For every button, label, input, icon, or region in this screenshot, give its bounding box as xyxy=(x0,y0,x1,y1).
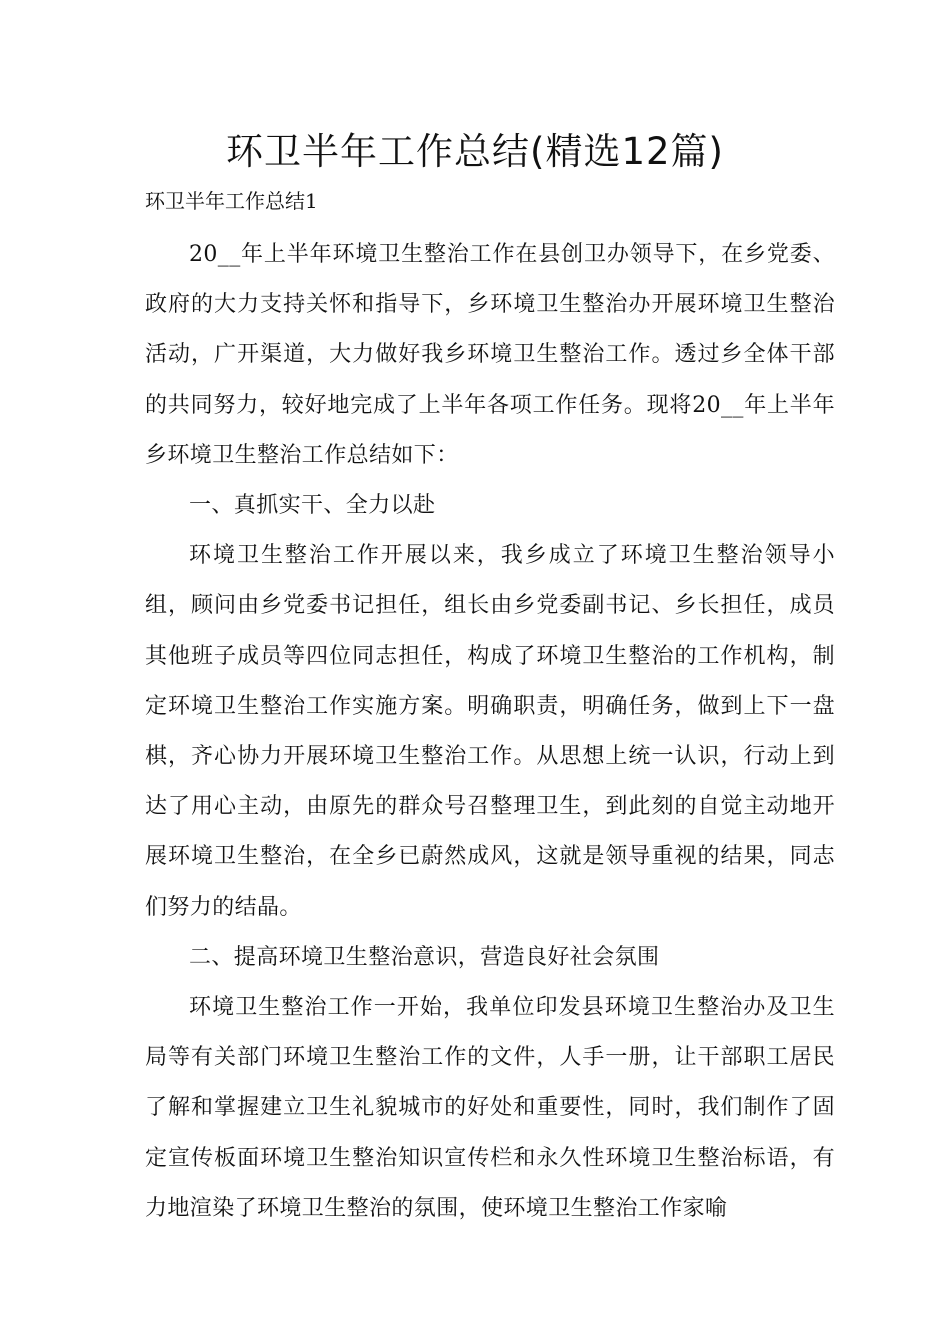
paragraph-section-1: 环境卫生整治工作开展以来，我乡成立了环境卫生整治领导小组，顾问由乡党委书记担任，组长由乡党委副书记、乡长担任，成员其他班子成员等四位同志担任，构成了环境卫生整治的工作机构，制定环境卫生整治工作实施方案。明确职责，明确任务，做到上下一盘棋，齐心协力开展环境卫生整治工作。从思想上统一认识，行动上到达了用心主动，由原先的群众号召整理卫生，到此刻的自觉主动地开展环境卫生整治，在全乡已蔚然成风，这就是领导重视的结果，同志们努力的结晶。 xyxy=(145,543,835,920)
document-body xyxy=(145,230,835,1234)
document-title: 环卫半年工作总结(精选12篇) xyxy=(226,130,724,173)
section-heading-1: 一、真抓实干、全力以赴 xyxy=(189,493,436,519)
section-subtitle: 环卫半年工作总结1 xyxy=(145,189,318,213)
paragraph-intro: 20__年上半年环境卫生整治工作在县创卫办领导下，在乡党委、政府的大力支持关怀和指导下，乡环境卫生整治办开展环境卫生整治活动，广开渠道，大力做好我乡环境卫生整治工作。透过乡全体干部的共同努力，较好地完成了上半年各项工作任务。现将20__年上半年乡环境卫生整治工作总结如下： xyxy=(145,242,835,468)
paragraph-section-2: 环境卫生整治工作一开始，我单位印发县环境卫生整治办及卫生局等有关部门环境卫生整治工作的文件，人手一册，让干部职工居民了解和掌握建立卫生礼貌城市的好处和重要性，同时，我们制作了固定宣传板面环境卫生整治知识宣传栏和永久性环境卫生整治标语，有力地渲染了环境卫生整治的氛围，使环境卫生整治工作家喻 xyxy=(145,995,835,1221)
section-heading-2: 二、提高环境卫生整治意识，营造良好社会氛围 xyxy=(189,944,660,970)
